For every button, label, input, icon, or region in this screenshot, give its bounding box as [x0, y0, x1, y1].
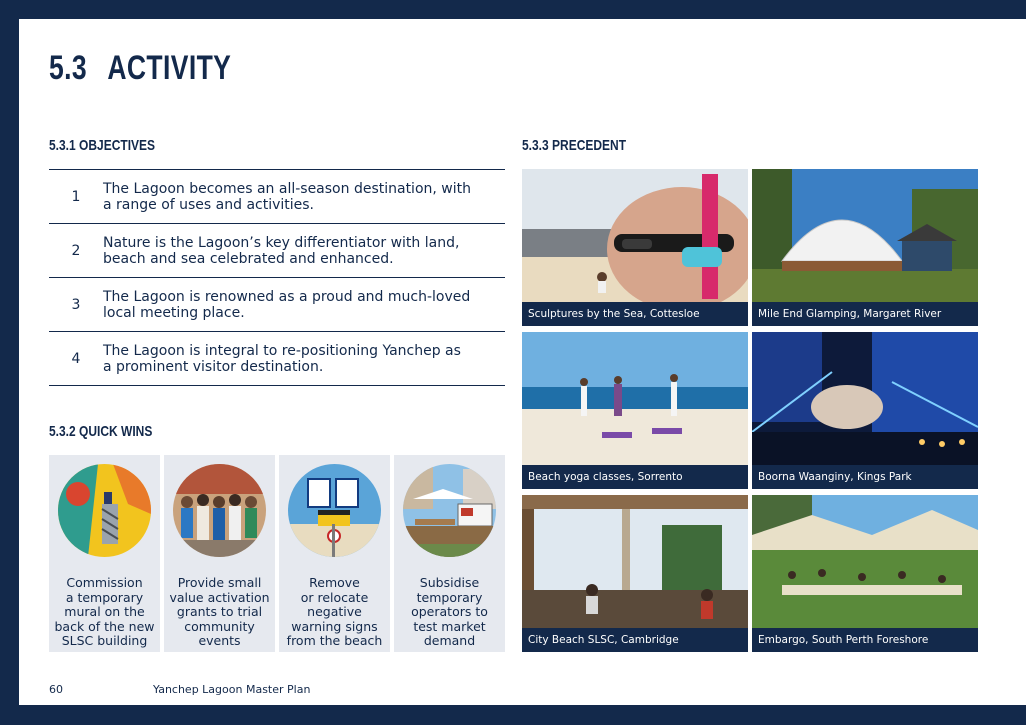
precedent-caption: Embargo, South Perth Foreshore	[752, 628, 978, 652]
objectives-table	[49, 169, 505, 386]
objective-text: The Lagoon is integral to re-positioning Yanchep as a prominent visitor destination.	[103, 342, 461, 375]
precedent-heading: 5.3.3 PRECEDENT	[522, 137, 627, 154]
outdoor-event-photo	[752, 495, 978, 628]
warning-signs-photo	[288, 464, 381, 557]
section-title: ACTIVITY	[107, 49, 232, 87]
document-title: Yanchep Lagoon Master Plan	[153, 683, 311, 696]
quick-win-card-signs	[279, 455, 390, 652]
section-number: 5.3	[49, 49, 88, 87]
objectives-heading: 5.3.1 OBJECTIVES	[49, 137, 156, 154]
page-title	[49, 49, 231, 88]
objective-text: Nature is the Lagoon’s key differentiator with land, beach and sea celebrated and enhanced.	[103, 234, 460, 267]
objective-row	[49, 331, 505, 386]
precedent-caption: Sculptures by the Sea, Cottesloe	[522, 302, 748, 326]
objective-text: The Lagoon is renowned as a proud and much-loved local meeting place.	[103, 288, 471, 321]
precedent-caption: Mile End Glamping, Margaret River	[752, 302, 978, 326]
objective-number: 4	[71, 350, 81, 367]
quick-win-card-grants	[164, 455, 275, 652]
mural-photo	[58, 464, 151, 557]
quick-win-text: Commission a temporary mural on the back of the new SLSC building	[54, 575, 155, 649]
quick-win-card-operators	[394, 455, 505, 652]
precedent-tile	[752, 495, 978, 652]
objective-row	[49, 223, 505, 277]
precedent-caption: Beach yoga classes, Sorrento	[522, 465, 748, 489]
light-installation-photo	[752, 332, 978, 465]
sculpture-photo	[522, 169, 748, 302]
community-group-photo	[173, 464, 266, 557]
quick-win-card-mural	[49, 455, 160, 652]
beach-yoga-photo	[522, 332, 748, 465]
objective-text: The Lagoon becomes an all-season destination, with a range of uses and activities.	[103, 180, 471, 213]
objective-row	[49, 277, 505, 331]
objective-row	[49, 169, 505, 223]
precedent-tile	[522, 332, 748, 489]
quick-win-text: Subsidise temporary operators to test market demand	[411, 575, 488, 649]
quick-wins-heading: 5.3.2 QUICK WINS	[49, 423, 153, 440]
precedent-tile	[522, 169, 748, 326]
quick-win-text: Provide small value activation grants to trial community events	[169, 575, 270, 649]
page-number: 60	[49, 683, 63, 696]
objective-number: 1	[71, 188, 81, 205]
cafe-terrace-photo	[522, 495, 748, 628]
objective-number: 3	[71, 296, 81, 313]
precedent-tile	[522, 495, 748, 652]
precedent-caption: Boorna Waanginy, Kings Park	[752, 465, 978, 489]
objective-number: 2	[71, 242, 81, 259]
precedent-caption: City Beach SLSC, Cambridge	[522, 628, 748, 652]
food-truck-photo	[403, 464, 496, 557]
quick-win-text: Remove or relocate negative warning signs from the beach	[286, 575, 383, 649]
document-page	[19, 19, 1026, 705]
precedent-tile	[752, 332, 978, 489]
precedent-tile	[752, 169, 978, 326]
glamping-dome-photo	[752, 169, 978, 302]
